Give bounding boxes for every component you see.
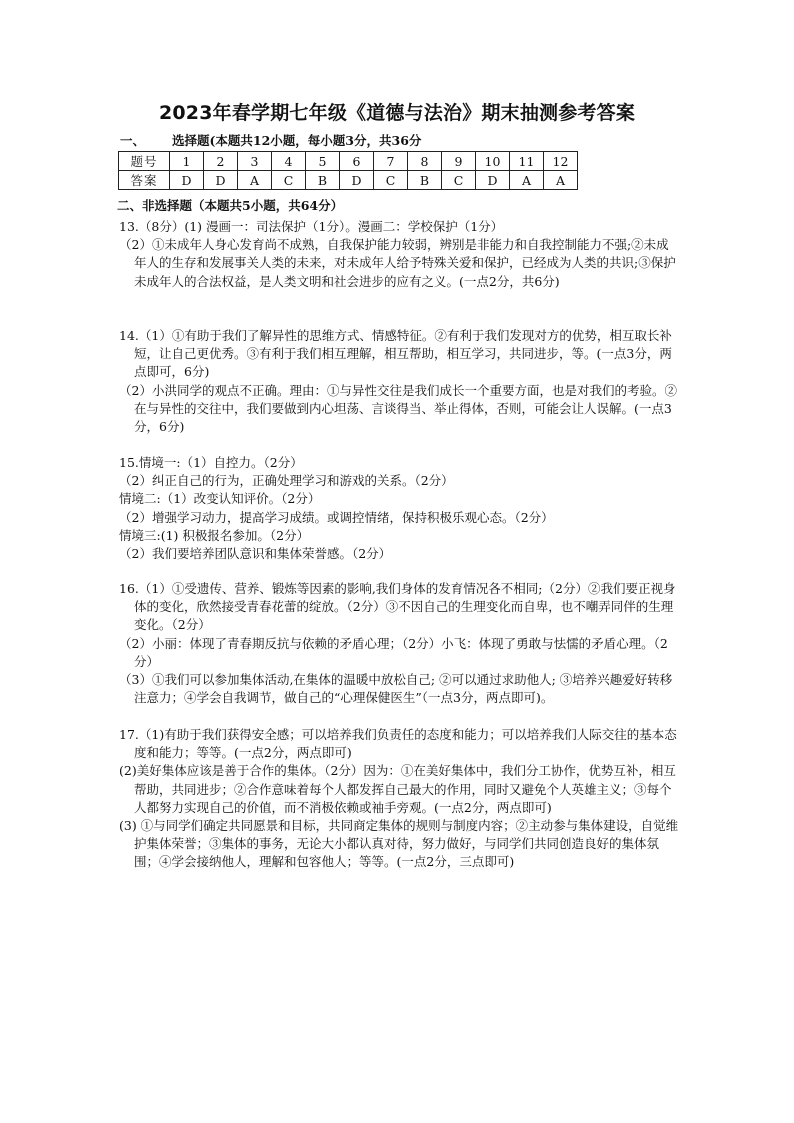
answer-line: (3) ①与同学们确定共同愿景和目标，共同商定集体的规则与制度内容；②主动参与集体建设，自觉维护集体荣誉；③集体的事务，无论大小都认真对待，努力做好，与同学们共同创造良好的集体氛围；④学会接纳他人，理解和包容他人；等等。(一点2分，三点即可) — [119, 818, 679, 870]
table-cell: B — [408, 171, 442, 190]
section-1-heading — [120, 131, 421, 149]
answer-line: 情境三:(1) 积极报名参加。（2分） — [119, 527, 310, 543]
answer-line: （2）纠正自己的行为，正确处理学习和游戏的关系。（2分） — [119, 473, 454, 489]
question-14 — [119, 327, 681, 436]
table-cell: 5 — [306, 152, 340, 171]
table-cell: 7 — [374, 152, 408, 171]
section-1-label: 选择题(本题共12小题，每小题3分，共36分 — [172, 133, 422, 148]
table-cell: C — [272, 171, 306, 190]
table-cell: B — [306, 171, 340, 190]
question-13 — [119, 218, 681, 291]
section-1-number: 一、 — [120, 133, 146, 148]
answer-line: （2）小洪同学的观点不正确。理由：①与异性交往是我们成长一个重要方面，也是对我们的考验。②在与异性的交往中，我们要做到内心坦荡、言谈得当、举止得体，否则，可能会让人误解。(一点3分，6分) — [119, 382, 677, 435]
table-cell: 12 — [544, 152, 578, 171]
answer-line: （2）小丽：体现了青春期反抗与依赖的矛盾心理；（2分）小飞：体现了勇敢与怯懦的矛盾心理。（2分） — [119, 635, 668, 669]
answer-line: (2)美好集体应该是善于合作的集体。（2分）因为：①在美好集体中，我们分工协作，优势互补，相互帮助，共同进步；②合作意味着每个人都发挥自己最大的作用，同时又避免个人英雄主义；③每个人都努力实现自己的价值，而不消极依赖或袖手旁观。(一点2分，两点即可) — [119, 763, 676, 815]
question-15 — [119, 454, 681, 563]
answer-line: （2）增强学习动力，提高学习成绩。或调控情绪，保持积极乐观心态。（2分） — [119, 509, 554, 525]
table-cell: C — [442, 171, 476, 190]
page-title: 2023年春学期七年级《道德与法治》期末抽测参考答案 — [158, 102, 636, 124]
answer-line: （3）①我们可以参加集体活动,在集体的温暖中放松自己; ②可以通过求助他人; ③培养兴趣爱好转移注意力；④学会自我调节，做自己的“心理保健医生”（一点3分，两点即可)。 — [119, 672, 673, 706]
answer-line: （2）①未成年人身心发育尚不成熟，自我保护能力较弱，辨别是非能力和自我控制能力不强;②未成年人的生存和发展事关人类的未来，对未成年人给予特殊关爱和保护，已经成为人类的共识;③保护未成年人的合法权益，是人类文明和社会进步的应有之义。(一点2分，共6分) — [119, 237, 676, 289]
answer-table — [118, 151, 578, 190]
table-cell: A — [238, 171, 272, 190]
table-cell: D — [170, 171, 204, 190]
answer-line: 17.（1)有助于我们获得安全感；可以培养我们负责任的态度和能力；可以培养我们人际交往的基本态度和能力；等等。(一点2分，两点即可) — [119, 727, 677, 761]
table-cell: A — [544, 171, 578, 190]
table-cell: D — [476, 171, 510, 190]
table-row-answers — [119, 171, 578, 190]
table-cell: D — [204, 171, 238, 190]
answer-line: 15.情境一:（1）自控力。（2分） — [119, 455, 303, 470]
answer-line: 情境二:（1）改变认知评价。（2分） — [119, 491, 321, 507]
table-cell: 10 — [476, 152, 510, 171]
table-cell: 6 — [340, 152, 374, 171]
table-cell: 2 — [204, 152, 238, 171]
question-17 — [119, 726, 681, 872]
answer-line: 14.（1）①有助于我们了解异性的思维方式、情感特征。②有利于我们发现对方的优势，相互取长补短，让自己更优秀。③有利于我们相互理解，相互帮助，相互学习，共同进步，等。(一点3分，两点即可，6分) — [119, 328, 672, 380]
table-cell: D — [340, 171, 374, 190]
table-header-answer: 答案 — [119, 171, 170, 190]
table-cell: 4 — [272, 152, 306, 171]
answer-line: 13.（8分）(1) 漫画一：司法保护（1分）。漫画二：学校保护（1分） — [119, 219, 504, 234]
question-16 — [119, 580, 681, 707]
section-2-heading: 二、非选择题（本题共5小题，共64分） — [117, 198, 344, 213]
answer-line: （2）我们要培养团队意识和集体荣誉感。（2分） — [119, 546, 392, 562]
table-cell: 8 — [408, 152, 442, 171]
table-cell: 1 — [170, 152, 204, 171]
answer-line: 16.（1）①受遗传、营养、锻炼等因素的影响,我们身体的发育情况各不相同;（2分）②我们要正视身体的变化，欣然接受青春花蕾的绽放。（2分）③不因自己的生理变化而自卑，也不嘲弄同伴的生理变化。（2分） — [119, 581, 676, 633]
table-cell: 9 — [442, 152, 476, 171]
table-cell: 11 — [510, 152, 544, 171]
table-cell: C — [374, 171, 408, 190]
table-header-number: 题号 — [119, 152, 170, 171]
table-cell: 3 — [238, 152, 272, 171]
table-cell: A — [510, 171, 544, 190]
table-row-numbers — [119, 152, 578, 171]
